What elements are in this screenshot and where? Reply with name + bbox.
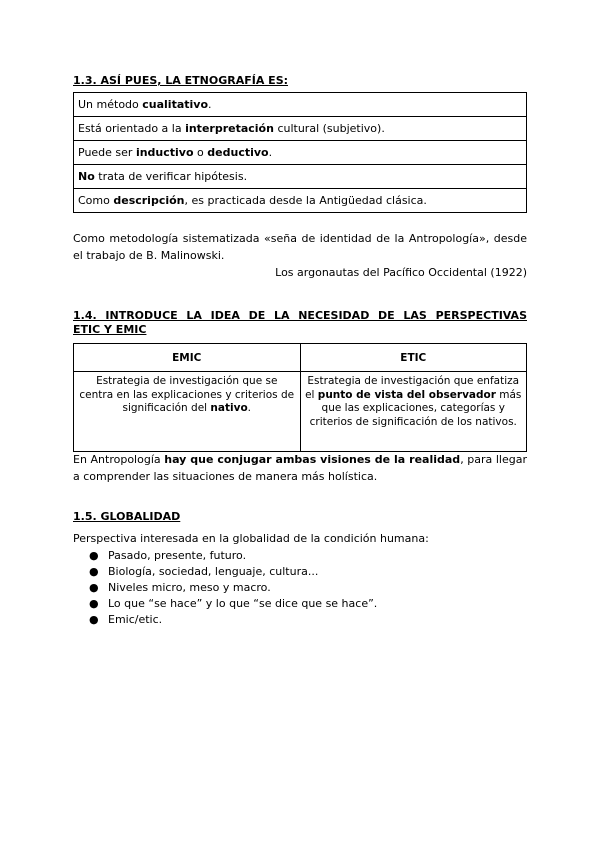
row-text: Puede ser xyxy=(78,145,136,159)
row-bold: cualitativo xyxy=(142,97,209,111)
row-bold: descripción xyxy=(113,193,185,207)
list-item-text: Niveles micro, meso y macro. xyxy=(108,581,271,594)
section-1-3-title: 1.3. ASÍ PUES, LA ETNOGRAFÍA ES: xyxy=(73,74,289,87)
row-text: cultural (subjetivo). xyxy=(273,121,385,135)
emic-text-end: . xyxy=(247,402,252,414)
table-row xyxy=(74,165,527,189)
row-bold: interpretación xyxy=(185,121,274,135)
list-item xyxy=(73,580,527,596)
section-1-4-title-line2: ETIC Y EMIC xyxy=(73,323,147,336)
etic-header: ETIC xyxy=(300,344,527,372)
ethnography-table xyxy=(73,92,527,213)
para-bold: hay que conjugar ambas visiones de la realidad xyxy=(164,453,461,466)
row-text: . xyxy=(268,145,273,159)
emic-etic-table xyxy=(73,343,527,452)
table-header-row xyxy=(74,344,527,372)
globality-list xyxy=(73,548,527,628)
table-row xyxy=(74,93,527,117)
etic-text: Estrategia de investigación que enfatiza el xyxy=(305,375,520,401)
para-text: En Antropología xyxy=(73,453,165,466)
row-text: trata de verificar hipótesis. xyxy=(94,169,248,183)
list-item xyxy=(73,596,527,612)
list-item xyxy=(73,612,527,628)
bullet-icon: ● xyxy=(89,581,99,594)
row-text: Como xyxy=(78,193,114,207)
etic-bold: punto de vista del observador xyxy=(317,388,496,401)
emic-bold: nativo xyxy=(210,402,248,414)
list-item xyxy=(73,564,527,580)
etic-cell xyxy=(300,372,527,452)
section-1-4-title-line1: 1.4. INTRODUCE LA IDEA DE LA NECESIDAD DE LAS PERSPECTIVAS xyxy=(73,309,527,322)
section-1-5-title: 1.5. GLOBALIDAD xyxy=(73,510,181,523)
row-text: , es practicada desde la Antigüedad clásica. xyxy=(184,193,427,207)
list-item-text: Biología, sociedad, lenguaje, cultura... xyxy=(108,565,319,578)
row-bold: inductivo xyxy=(135,145,194,159)
emic-cell xyxy=(74,372,301,452)
bullet-icon: ● xyxy=(89,597,99,610)
etic-text-end: más que las explicaciones, categorías y criterios de significación de los nativos. xyxy=(309,388,522,428)
row-bold: No xyxy=(78,169,95,183)
methodology-paragraph: Como metodología sistematizada «seña de identidad de la Antropología», desde el trabajo de B. Malinowski. xyxy=(73,232,527,262)
row-text: Un método xyxy=(78,97,143,111)
emic-header: EMIC xyxy=(74,344,301,372)
bullet-icon: ● xyxy=(89,565,99,578)
table-row xyxy=(74,141,527,165)
list-item-text: Emic/etic. xyxy=(108,613,163,626)
row-bold: deductivo xyxy=(207,145,269,159)
bullet-icon: ● xyxy=(89,613,99,626)
table-row xyxy=(74,189,527,213)
list-item xyxy=(73,548,527,564)
table-row xyxy=(74,117,527,141)
globality-intro: Perspectiva interesada en la globalidad de la condición humana: xyxy=(73,532,429,545)
bullet-icon: ● xyxy=(89,549,99,562)
row-text: Está orientado a la xyxy=(78,121,186,135)
list-item-text: Lo que “se hace” y lo que “se dice que se hace”. xyxy=(108,597,378,610)
row-text: . xyxy=(208,97,212,111)
table-row xyxy=(74,372,527,452)
section-1-4-title xyxy=(73,309,527,337)
row-text: o xyxy=(193,145,208,159)
emic-text: Estrategia de investigación que se centra en las explicaciones y criterios de significación del xyxy=(79,375,295,414)
citation: Los argonautas del Pacífico Occidental (1922) xyxy=(275,266,527,279)
para-text-end: , para llegar a comprender las situaciones de manera más holística. xyxy=(73,453,527,483)
anthropology-paragraph xyxy=(73,451,527,485)
list-item-text: Pasado, presente, futuro. xyxy=(108,549,247,562)
